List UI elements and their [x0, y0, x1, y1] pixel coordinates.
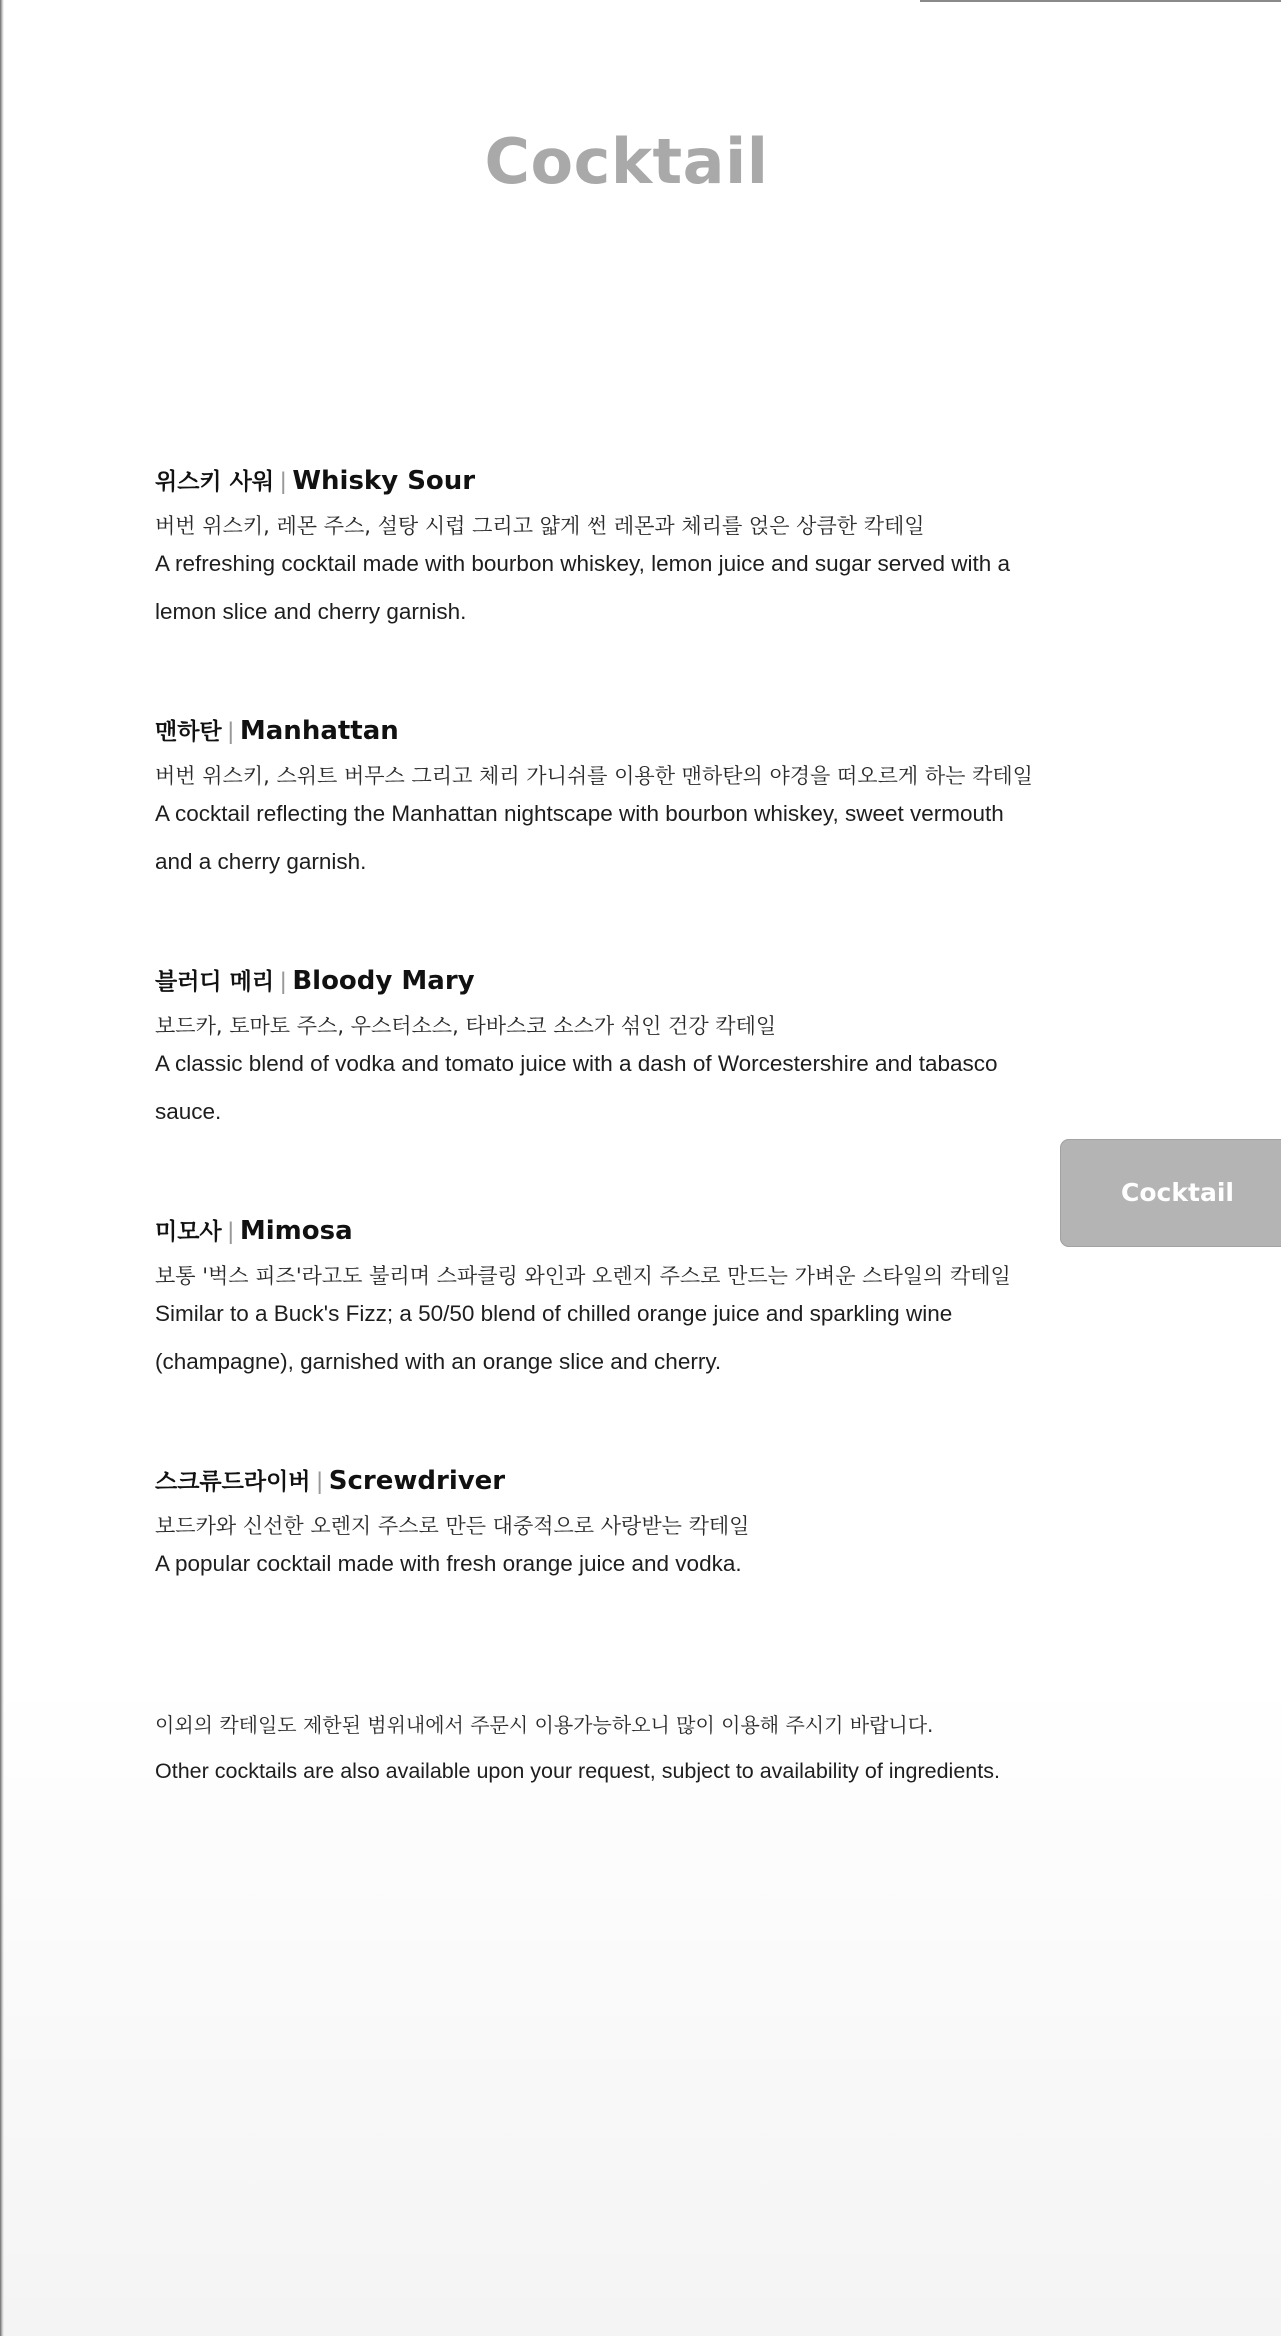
page-top-edge-line [920, 0, 1281, 2]
menu-item-screwdriver [155, 1462, 1035, 1712]
name-separator: | [280, 468, 287, 495]
menu-item-mimosa [155, 1212, 1035, 1462]
name-separator: | [227, 1218, 234, 1245]
menu-item-header [155, 462, 1035, 498]
menu-item-description-en: A classic blend of vodka and tomato juice with a dash of Worcestershire and tabasco sauce. [155, 1051, 998, 1124]
menu-item-name-en: Whisky Sour [292, 466, 476, 496]
menu-item-description-en: A popular cocktail made with fresh orange juice and vodka. [155, 1551, 742, 1576]
menu-item-name-ko: 위스키 사워 [155, 469, 275, 495]
menu-item-name-en: Mimosa [239, 1216, 353, 1246]
menu-item-description-ko: 버번 위스키, 레몬 주스, 설탕 시럽 그리고 얇게 썬 레몬과 체리를 얹은 상큼한 칵테일 [155, 514, 925, 538]
menu-item-manhattan [155, 712, 1035, 962]
footer-note-en: Other cocktails are also available upon your request, subject to availability of ingredients. [155, 1759, 1000, 1783]
menu-item-name-ko: 스크류드라이버 [155, 1469, 311, 1495]
section-tab-cocktail[interactable] [1060, 1139, 1281, 1247]
menu-item-name-en: Bloody Mary [292, 966, 475, 996]
menu-item-description-ko: 보통 '벅스 피즈'라고도 불리며 스파클링 와인과 오렌지 주스로 만드는 가벼운 스타일의 칵테일 [155, 1264, 1011, 1288]
page-title: Cocktail [484, 125, 769, 198]
menu-item-header [155, 1212, 1035, 1248]
menu-item-description-en: A cocktail reflecting the Manhattan nightscape with bourbon whiskey, sweet vermouth and a cherry garnish. [155, 801, 1004, 874]
menu-item-header [155, 712, 1035, 748]
name-separator: | [227, 718, 234, 745]
menu-item-name-ko: 맨하탄 [155, 719, 222, 745]
cocktail-menu-list [155, 462, 1035, 1712]
menu-item-bloody-mary [155, 962, 1035, 1212]
menu-item-description-ko: 보드카, 토마토 주스, 우스터소스, 타바스코 소스가 섞인 건강 칵테일 [155, 1014, 777, 1038]
name-separator: | [280, 968, 287, 995]
menu-item-name-en: Manhattan [239, 716, 399, 746]
footer-note-ko: 이외의 칵테일도 제한된 범위내에서 주문시 이용가능하오니 많이 이용해 주시기 바랍니다. [155, 1713, 934, 1737]
menu-item-whisky-sour [155, 462, 1035, 712]
section-tab-label: Cocktail [1121, 1178, 1234, 1207]
footer-notes [155, 1710, 1075, 1786]
menu-item-description-en: A refreshing cocktail made with bourbon whiskey, lemon juice and sugar served with a lemon slice and cherry garnish. [155, 551, 1011, 624]
menu-item-description-ko: 버번 위스키, 스위트 버무스 그리고 체리 가니쉬를 이용한 맨하탄의 야경을 떠오르게 하는 칵테일 [155, 764, 1033, 788]
menu-item-name-ko: 블러디 메리 [155, 969, 275, 995]
menu-item-description-en: Similar to a Buck's Fizz; a 50/50 blend of chilled orange juice and sparkling wine (champagne), garnished with an orange slice and cherry. [155, 1301, 953, 1374]
page-left-edge-shadow [0, 0, 4, 2336]
menu-item-header [155, 962, 1035, 998]
menu-item-name-ko: 미모사 [155, 1219, 222, 1245]
name-separator: | [316, 1468, 323, 1495]
menu-item-header [155, 1462, 1035, 1498]
menu-item-name-en: Screwdriver [328, 1466, 506, 1496]
menu-item-description-ko: 보드카와 신선한 오렌지 주스로 만든 대중적으로 사랑받는 칵테일 [155, 1514, 750, 1538]
